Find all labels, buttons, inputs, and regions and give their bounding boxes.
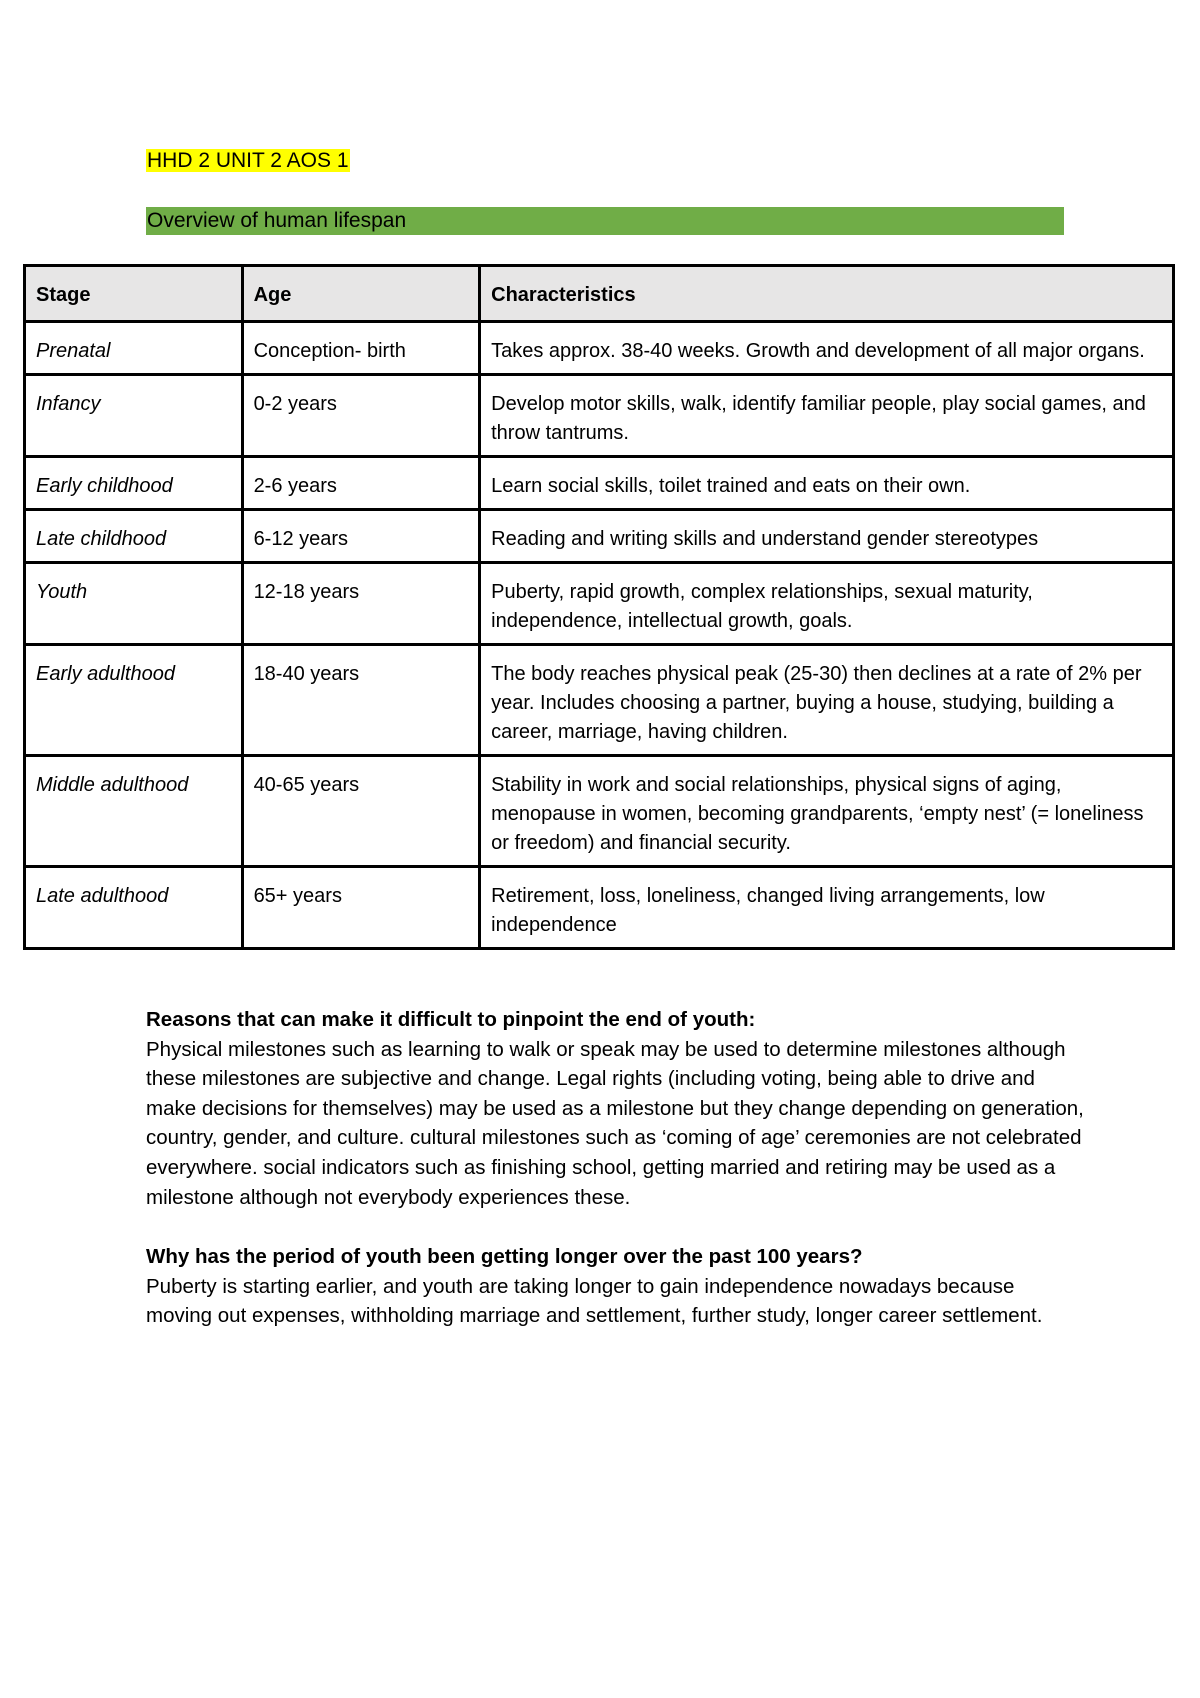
lifespan-table <box>23 264 1175 950</box>
characteristics-cell: Takes approx. 38-40 weeks. Growth and development of all major organs. <box>480 322 1174 375</box>
characteristics-cell: The body reaches physical peak (25-30) then declines at a rate of 2% per year. Includes choosing a partner, buying a house, studying, building a career, marriage, having children. <box>480 645 1174 756</box>
stage-cell: Middle adulthood <box>25 756 243 867</box>
characteristics-cell: Puberty, rapid growth, complex relationships, sexual maturity, independence, intellectual growth, goals. <box>480 563 1174 645</box>
notes-section <box>146 1005 1086 1331</box>
characteristics-cell: Develop motor skills, walk, identify familiar people, play social games, and throw tantrums. <box>480 375 1174 457</box>
age-cell: 0-2 years <box>242 375 480 457</box>
section-subtitle: Overview of human lifespan <box>146 207 1064 235</box>
paragraph-gap <box>146 1212 1086 1242</box>
characteristics-cell: Retirement, loss, loneliness, changed living arrangements, low independence <box>480 867 1174 949</box>
table-row <box>25 510 1174 563</box>
stage-cell: Early childhood <box>25 457 243 510</box>
header-characteristics: Characteristics <box>480 266 1174 322</box>
stage-cell: Infancy <box>25 375 243 457</box>
header-age: Age <box>242 266 480 322</box>
characteristics-cell: Stability in work and social relationships, physical signs of aging, menopause in women, becoming grandparents, ‘empty nest’ (= loneliness or freedom) and financial security. <box>480 756 1174 867</box>
age-cell: 65+ years <box>242 867 480 949</box>
title-highlight: HHD 2 UNIT 2 AOS 1 <box>147 149 349 172</box>
table-row <box>25 645 1174 756</box>
age-cell: 18-40 years <box>242 645 480 756</box>
stage-cell: Youth <box>25 563 243 645</box>
table-header-row <box>25 266 1174 322</box>
stage-cell: Late childhood <box>25 510 243 563</box>
age-cell: Conception- birth <box>242 322 480 375</box>
answer-youth-longer: Puberty is starting earlier, and youth are taking longer to gain independence nowadays because moving out expenses, withholding marriage and settlement, further study, longer career settlement. <box>146 1274 1043 1328</box>
answer-end-of-youth: Physical milestones such as learning to walk or speak may be used to determine milestones although these milestones are subjective and change. Legal rights (including voting, being able to drive and make decisions for themselves) may be used as a milestone but they change depending on generation, country, gender, and culture. cultural milestones such as ‘coming of age’ ceremonies are not celebrated everywhere. social indicators such as finishing school, getting married and retiring may be used as a milestone although not everybody experiences these. <box>146 1037 1084 1209</box>
question-end-of-youth: Reasons that can make it difficult to pinpoint the end of youth: <box>146 1008 756 1031</box>
age-cell: 6-12 years <box>242 510 480 563</box>
table-row <box>25 457 1174 510</box>
characteristics-cell: Learn social skills, toilet trained and eats on their own. <box>480 457 1174 510</box>
table-row <box>25 322 1174 375</box>
header-stage: Stage <box>25 266 243 322</box>
stage-cell: Early adulthood <box>25 645 243 756</box>
stage-cell: Late adulthood <box>25 867 243 949</box>
age-cell: 40-65 years <box>242 756 480 867</box>
question-youth-longer: Why has the period of youth been getting longer over the past 100 years? <box>146 1245 863 1269</box>
table-row <box>25 867 1174 949</box>
age-cell: 2-6 years <box>242 457 480 510</box>
characteristics-cell: Reading and writing skills and understand gender stereotypes <box>480 510 1174 563</box>
table-row <box>25 563 1174 645</box>
document-title <box>146 148 350 174</box>
table-row <box>25 756 1174 867</box>
age-cell: 12-18 years <box>242 563 480 645</box>
stage-cell: Prenatal <box>25 322 243 375</box>
table-row <box>25 375 1174 457</box>
